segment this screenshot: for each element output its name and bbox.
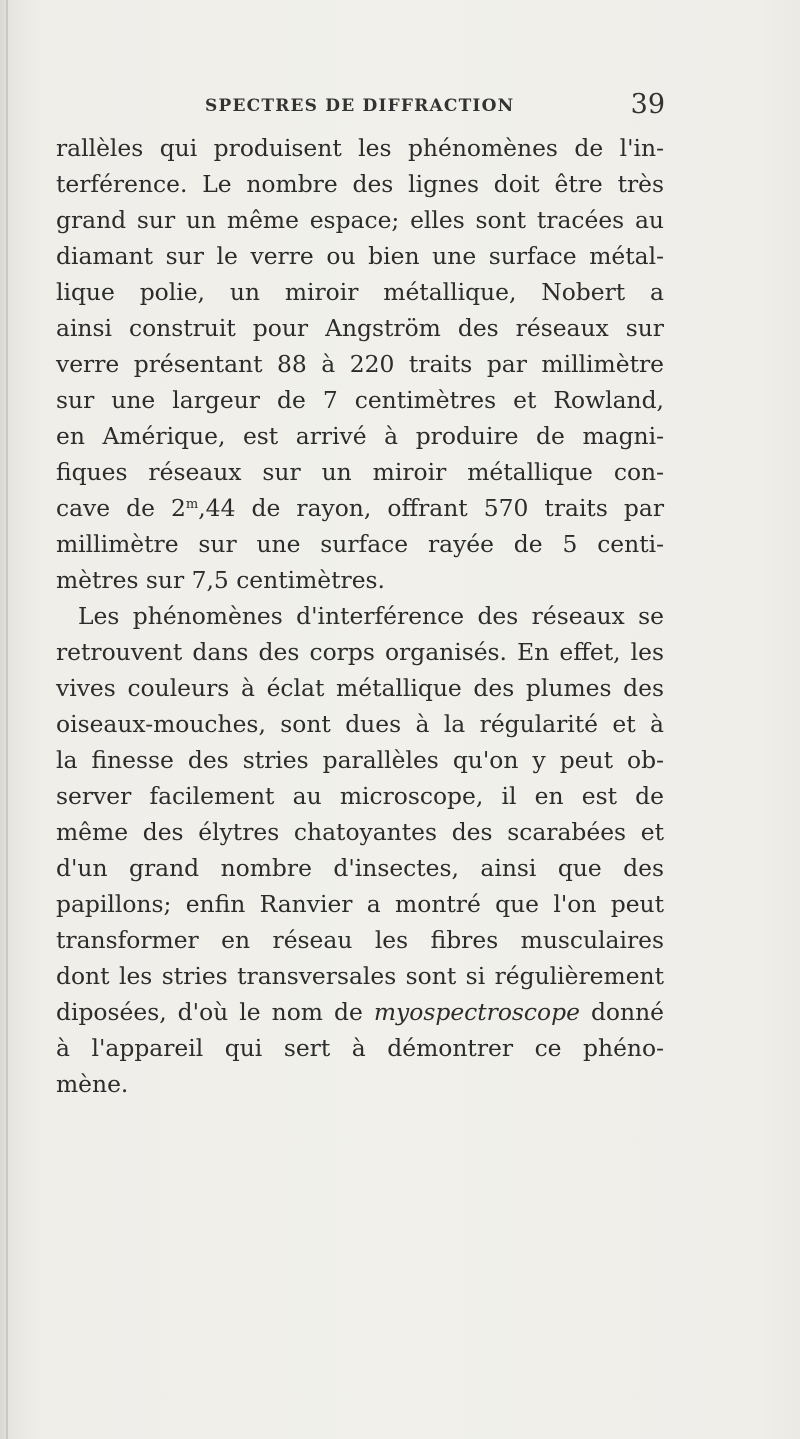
text-line: rallèles qui produisent les phénomènes de l'in- [56, 134, 664, 162]
text-line: à l'appareil qui sert à démontrer ce phéno- [56, 1034, 664, 1062]
text-line: vives couleurs à éclat métallique des plumes des [56, 674, 664, 702]
text-line: papillons; enfin Ranvier a montré que l'on peut [56, 890, 664, 918]
text-line-with-italic [56, 994, 664, 1030]
text-line: mètres sur 7,5 centimètres. [56, 566, 385, 594]
text-line: sur une largeur de 7 centimètres et Rowland, [56, 386, 664, 414]
text-line: mène. [56, 1070, 129, 1098]
text-line: dont les stries transversales sont si régulièrement [56, 962, 664, 990]
text-fragment: diposées, d'où le nom de [56, 998, 374, 1026]
text-line: ainsi construit pour Angström des réseaux sur [56, 314, 664, 342]
text-fragment: ,44 de rayon, offrant 570 traits par [198, 494, 664, 522]
text-line: en Amérique, est arrivé à produire de magni- [56, 422, 664, 450]
text-line-with-superscript [56, 490, 664, 526]
text-line: terférence. Le nombre des lignes doit être très [56, 170, 664, 198]
running-title: SPECTRES DE DIFFRACTION [205, 96, 515, 116]
paragraph-first-line: Les phénomènes d'interférence des réseaux se [78, 602, 664, 630]
text-line: grand sur un même espace; elles sont tracées au [56, 206, 664, 234]
text-line: même des élytres chatoyantes des scarabées et [56, 818, 664, 846]
body-text [56, 130, 664, 1102]
text-line: retrouvent dans des corps organisés. En effet, les [56, 638, 664, 666]
superscript-unit: m [185, 497, 199, 512]
page-gutter-edge [6, 0, 8, 1439]
text-line: transformer en réseau les fibres musculaires [56, 926, 664, 954]
text-line: diamant sur le verre ou bien une surface métal- [56, 242, 664, 270]
text-fragment: donné [579, 998, 664, 1026]
text-line: verre présentant 88 à 220 traits par millimètre [56, 350, 664, 378]
italic-term: myospectroscope [373, 998, 580, 1026]
text-line: server facilement au microscope, il en est de [56, 782, 664, 810]
text-line: fiques réseaux sur un miroir métallique con- [56, 458, 664, 486]
text-line: millimètre sur une surface rayée de 5 centi- [56, 530, 664, 558]
page-header [205, 89, 665, 122]
page-number: 39 [630, 89, 665, 120]
text-line: lique polie, un miroir métallique, Nobert a [56, 278, 664, 306]
text-line: oiseaux-mouches, sont dues à la régularité et à [56, 710, 664, 738]
text-fragment: cave de 2 [56, 494, 186, 522]
text-line: d'un grand nombre d'insectes, ainsi que des [56, 854, 664, 882]
text-line: la finesse des stries parallèles qu'on y peut ob- [56, 746, 664, 774]
